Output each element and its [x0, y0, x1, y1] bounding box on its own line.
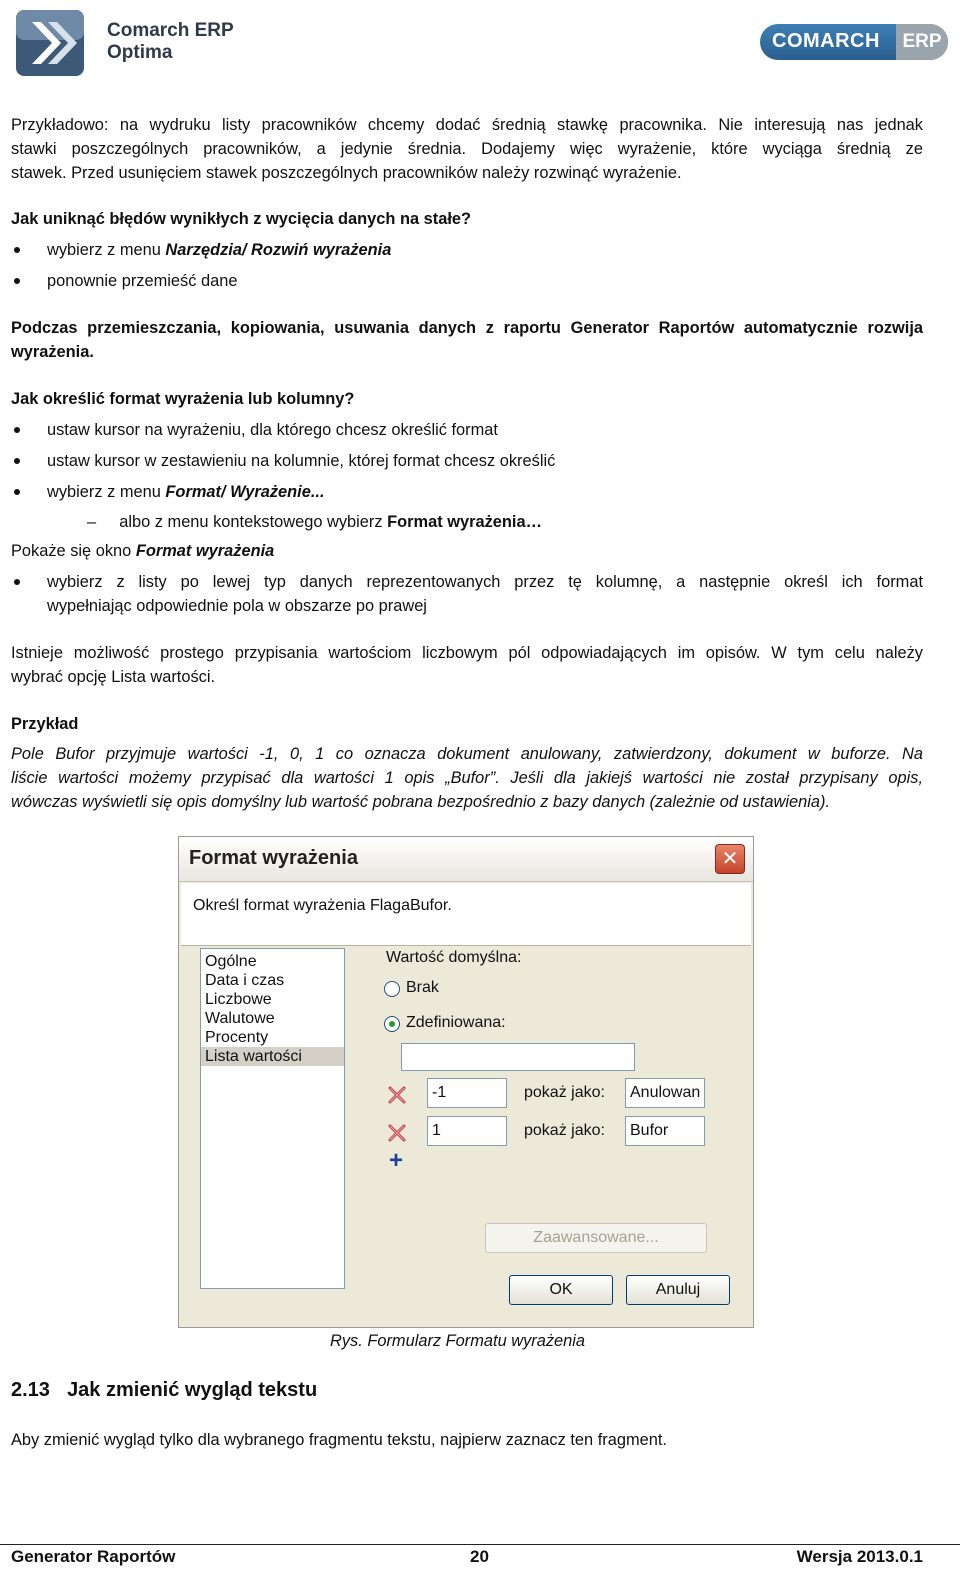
example-line-1: Pole Bufor przyjmuje wartości -1, 0, 1 co oznacza dokument anulowany, zatwierdzony, dokument w buforze. Na — [11, 745, 923, 763]
question-heading-2: Jak określić format wyrażenia lub kolumny? — [11, 390, 355, 408]
comarch-erp-optima-logo-icon — [14, 8, 86, 78]
values-paragraph — [11, 641, 923, 689]
q1-bullet-1 — [47, 238, 391, 262]
figure-caption: Rys. Formularz Formatu wyrażenia — [330, 1332, 586, 1350]
q2-sub-menu: Format wyrażenia… — [387, 513, 542, 531]
radio-none-label: Brak — [406, 979, 439, 996]
q2-bullet-4-line-2: wypełniając odpowiednie pola w obszarze po prawej — [47, 597, 427, 615]
section-number: 2.13 — [11, 1379, 50, 1401]
close-button[interactable]: ✕ — [715, 844, 745, 874]
bullet-icon — [14, 579, 20, 585]
label-input[interactable]: Anulowan — [625, 1078, 705, 1108]
intro-paragraph — [11, 113, 923, 185]
show-as-label: pokaż jako: — [524, 1084, 605, 1101]
note-line-1: Podczas przemieszczania, kopiowania, usuwania danych z raportu Generator Raportów automatycznie rozwija — [11, 319, 923, 337]
advanced-button[interactable]: Zaawansowane... — [485, 1223, 707, 1253]
cancel-button[interactable]: Anuluj — [626, 1275, 730, 1305]
dialog-title: Format wyrażenia — [189, 847, 358, 869]
intro-line-2: stawki poszczególnych pracowników, a jedynie średnia. Dodajemy więc wyrażenie, które wyciąga średnią ze — [11, 140, 923, 158]
dialog-header-panel — [181, 883, 751, 946]
bullet-icon — [14, 247, 20, 253]
footer-right: Wersja 2013.0.1 — [796, 1547, 923, 1566]
product-logo-line1: Comarch ERP — [107, 20, 234, 41]
q2-sub-item — [87, 510, 542, 534]
q2-bullet-4 — [47, 570, 923, 618]
format-type-item[interactable]: Data i czas — [205, 972, 285, 989]
section-heading — [11, 1377, 317, 1403]
window-name: Format wyrażenia — [135, 542, 275, 560]
q2-sub-prefix: albo z menu kontekstowego wybierz — [119, 513, 388, 531]
footer-left: Generator Raportów — [11, 1547, 176, 1566]
dash-icon: – — [87, 513, 97, 531]
window-shows-line — [11, 539, 274, 563]
add-icon[interactable]: + — [389, 1147, 404, 1174]
q2-bullet-1: ustaw kursor na wyrażeniu, dla którego chcesz określić format — [47, 421, 498, 439]
footer-divider — [0, 1544, 960, 1545]
default-value-input[interactable] — [401, 1043, 635, 1071]
radio-defined[interactable] — [384, 1016, 400, 1032]
format-type-item[interactable]: Walutowe — [205, 1010, 275, 1027]
values-line-1: Istnieje możliwość prostego przypisania wartościom liczbowym pól odpowiadających im opisów. W tym celu należy — [11, 644, 923, 662]
format-dialog — [178, 836, 754, 1328]
radio-none[interactable] — [384, 981, 400, 997]
dialog-title-bar — [179, 837, 753, 882]
value-input[interactable]: -1 — [427, 1078, 507, 1108]
q1-menu-path: Narzędzia/ Rozwiń wyrażenia — [165, 241, 392, 259]
window-shows-prefix: Pokaże się okno — [11, 542, 136, 560]
format-type-item-selected[interactable]: Lista wartości — [201, 1047, 344, 1066]
radio-defined-label: Zdefiniowana: — [406, 1014, 506, 1031]
example-heading: Przykład — [11, 715, 79, 733]
format-type-list[interactable] — [200, 948, 345, 1289]
q1-bullet-2: ponownie przemieść dane — [47, 272, 238, 290]
note-paragraph — [11, 316, 923, 364]
bullet-icon — [14, 489, 20, 495]
page-number: 20 — [470, 1547, 489, 1566]
value-input[interactable]: 1 — [427, 1116, 507, 1146]
delete-icon[interactable] — [387, 1085, 407, 1105]
values-line-2: wybrać opcję Lista wartości. — [11, 668, 216, 686]
q2-bullet-3-prefix: wybierz z menu — [47, 483, 166, 501]
dialog-header-text: Określ format wyrażenia FlagaBufor. — [193, 897, 452, 914]
q2-menu-path: Format/ Wyrażenie... — [165, 483, 325, 501]
q2-bullet-4-line-1: wybierz z listy po lewej typ danych reprezentowanych przez tę kolumnę, a następnie określ ich format — [47, 573, 923, 591]
section-text: Aby zmienić wygląd tylko dla wybranego fragmentu tekstu, najpierw zaznacz ten fragment. — [11, 1431, 667, 1449]
bullet-icon — [14, 458, 20, 464]
radio-selected-dot — [389, 1021, 395, 1027]
format-type-item[interactable]: Ogólne — [205, 953, 257, 970]
q1-bullet-1-prefix: wybierz z menu — [47, 241, 166, 259]
company-logo-suffix: ERP — [896, 24, 948, 60]
bullet-icon — [14, 278, 20, 284]
note-line-2: wyrażenia. — [11, 343, 94, 361]
delete-icon[interactable] — [387, 1123, 407, 1143]
bullet-icon — [14, 427, 20, 433]
product-logo-text — [107, 20, 234, 64]
intro-line-1: Przykładowo: na wydruku listy pracowników chcemy dodać średnią stawkę pracownika. Nie interesują nas jednak — [11, 116, 923, 134]
q2-bullet-2: ustaw kursor w zestawieniu na kolumnie, której format chcesz określić — [47, 452, 556, 470]
company-logo-text: COMARCH — [772, 30, 880, 52]
format-type-item[interactable]: Procenty — [205, 1029, 269, 1046]
comarch-erp-logo — [760, 24, 948, 60]
intro-line-3: stawek. Przed usunięciem stawek poszczególnych pracowników należy rozwinąć wyrażenie. — [11, 164, 682, 182]
example-line-3: wówczas wyświetli się opis domyślny lub wartość pobrana bezpośrednio z bazy danych (zależnie od ustawienia). — [11, 793, 831, 811]
format-type-item[interactable]: Liczbowe — [205, 991, 272, 1008]
ok-button[interactable]: OK — [509, 1275, 613, 1305]
default-value-label: Wartość domyślna: — [386, 949, 522, 966]
example-line-2: liście wartości możemy przypisać dla wartości 1 opis „Bufor”. Jeśli dla jakiejś wartości nie został przypisany opis, — [11, 769, 923, 787]
label-input[interactable]: Bufor — [625, 1116, 705, 1146]
show-as-label: pokaż jako: — [524, 1122, 605, 1139]
example-paragraph — [11, 742, 923, 814]
product-logo-line2: Optima — [107, 42, 173, 63]
question-heading-1: Jak uniknąć błędów wynikłych z wycięcia danych na stałe? — [11, 210, 472, 228]
section-title: Jak zmienić wygląd tekstu — [67, 1379, 318, 1401]
q2-bullet-3 — [47, 480, 325, 504]
